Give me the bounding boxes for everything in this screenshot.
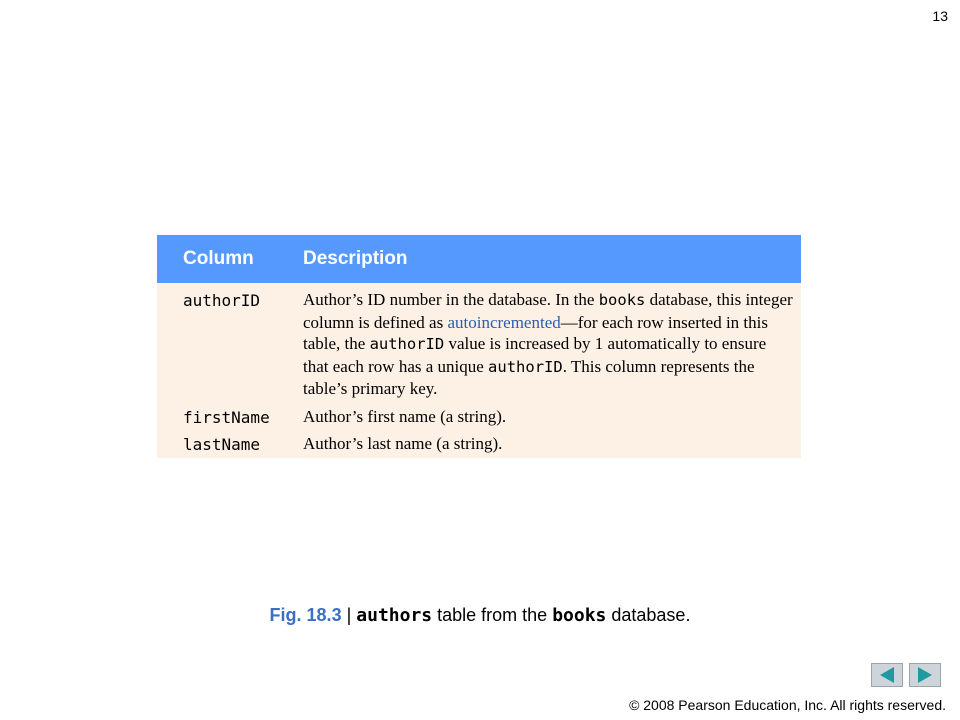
caption-text: table from the [432, 605, 553, 625]
figure-label: Fig. 18.3 [269, 605, 342, 625]
caption-code: authors [356, 605, 433, 626]
triangle-left-icon [877, 666, 897, 684]
desc-text: . This column represents the table’s primary key. [303, 356, 755, 398]
column-name: firstName [183, 407, 270, 427]
figure-caption [0, 605, 960, 626]
column-description: Author’s last name (a string). [303, 433, 503, 453]
table-body [157, 283, 801, 458]
table-row [157, 406, 801, 428]
caption-code: books [552, 605, 607, 626]
triangle-right-icon [915, 666, 935, 684]
authors-table [157, 235, 801, 458]
desc-term: autoincremented [447, 312, 561, 332]
table-row [157, 433, 801, 455]
header-description: Description [303, 248, 408, 269]
header-column: Column [183, 248, 254, 269]
column-description [303, 289, 801, 400]
desc-code: authorID [488, 357, 563, 376]
desc-text: value is increased by 1 automatically to ensure that each row has a unique [303, 334, 767, 376]
table-row [157, 289, 801, 400]
desc-text: —for each row inserted in this table, the [303, 312, 768, 353]
desc-code: authorID [369, 335, 445, 353]
caption-separator: | [341, 605, 357, 625]
desc-text: Author’s ID number in the database. In the [303, 290, 599, 309]
column-name: authorID [183, 291, 261, 310]
column-name: lastName [183, 434, 261, 454]
desc-text: database, this integer column is defined as [303, 290, 793, 332]
copyright-footer: © 2008 Pearson Education, Inc. All rights reserved. [629, 697, 946, 713]
next-slide-button[interactable] [909, 663, 941, 687]
caption-text: database. [606, 605, 691, 625]
slide-navigation [871, 663, 941, 687]
table-header [157, 235, 801, 283]
desc-code: books [598, 291, 646, 309]
previous-slide-button[interactable] [871, 663, 903, 687]
column-description: Author’s first name (a string). [303, 406, 507, 426]
page-number: 13 [932, 8, 948, 24]
